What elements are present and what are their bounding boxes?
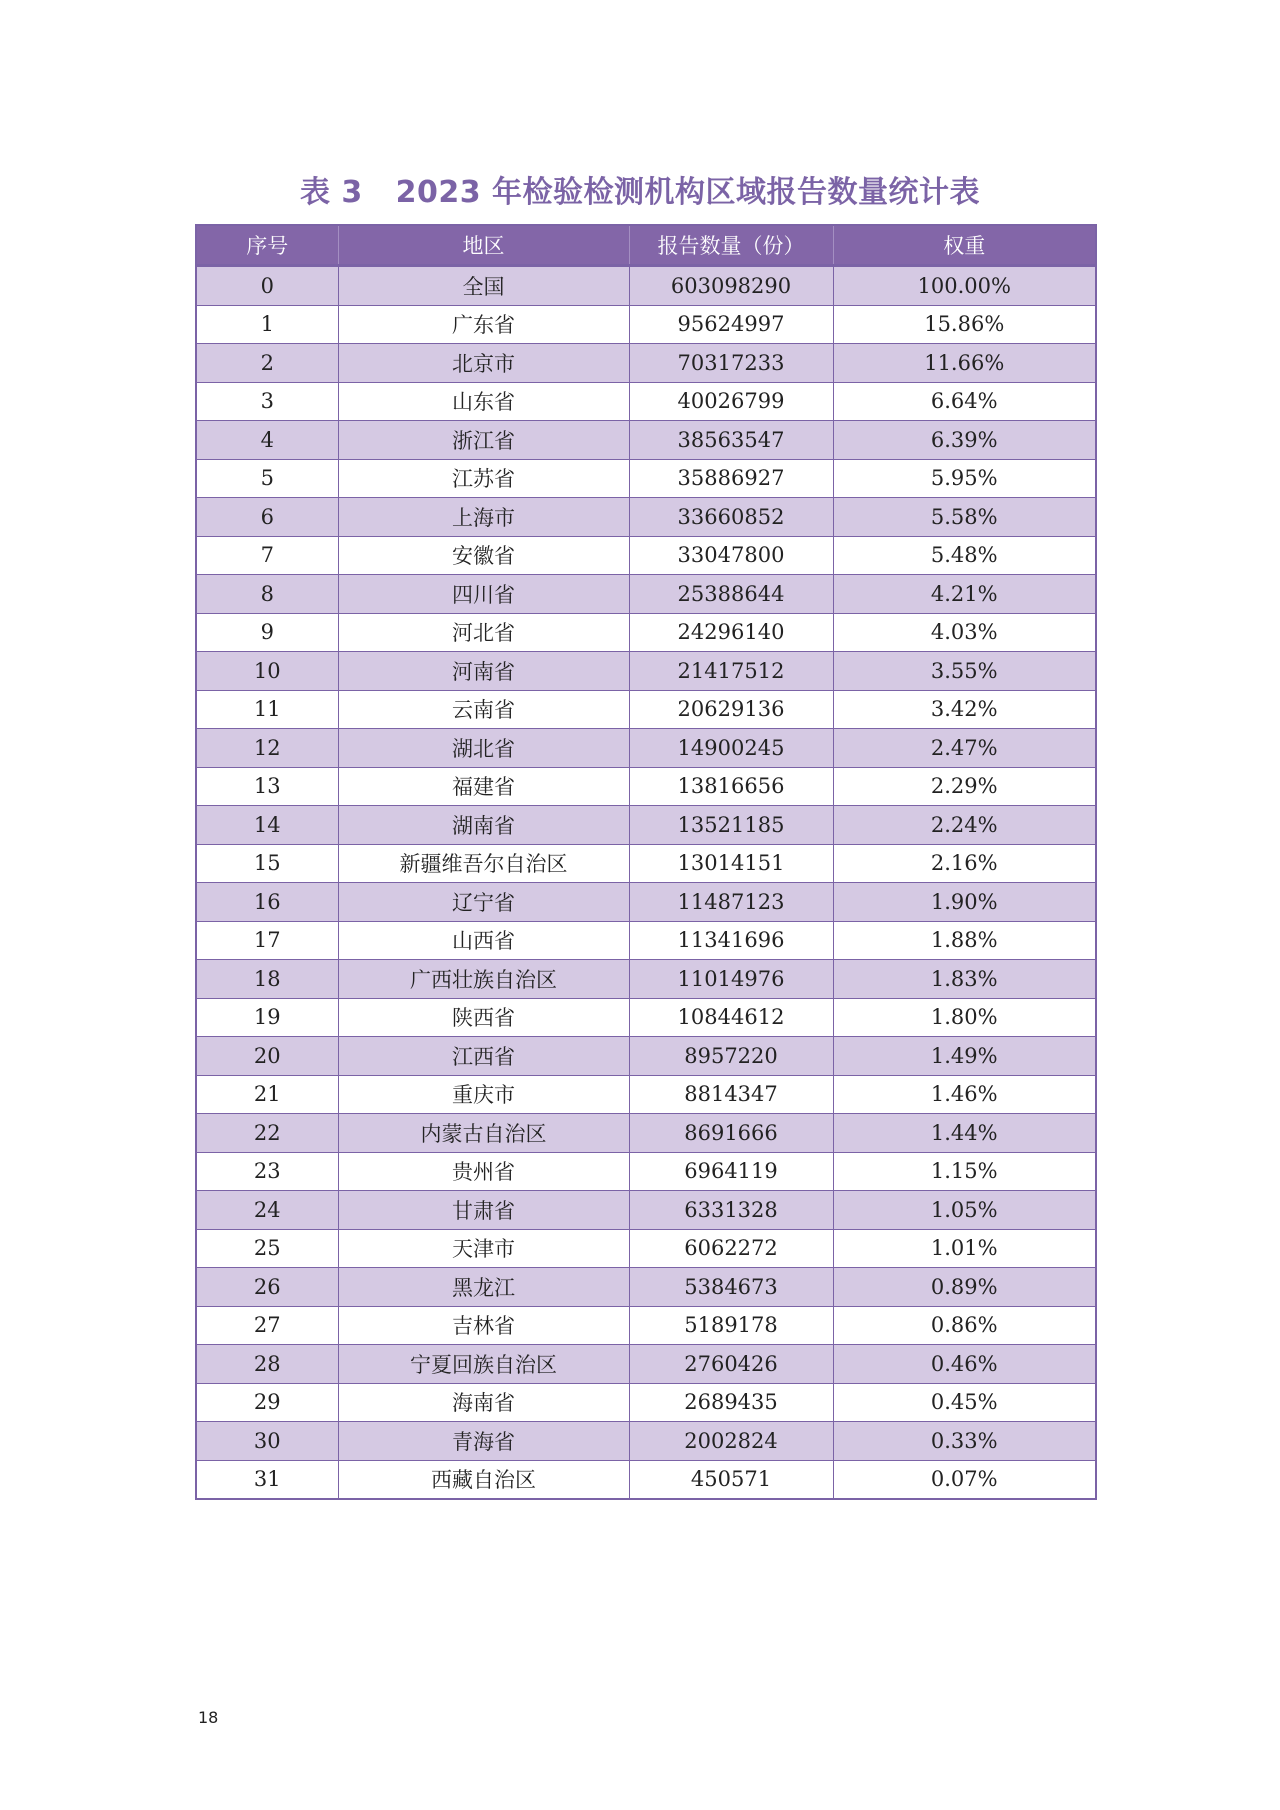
table-row: [196, 729, 1096, 768]
cell-report-count: 13521185: [629, 806, 833, 845]
cell-region: 贵州省: [338, 1152, 629, 1191]
cell-weight: 3.42%: [833, 690, 1096, 729]
cell-weight: 1.46%: [833, 1075, 1096, 1114]
table-row: [196, 1037, 1096, 1076]
cell-index: 10: [196, 652, 338, 691]
cell-index: 13: [196, 767, 338, 806]
cell-region: 山东省: [338, 382, 629, 421]
cell-region: 安徽省: [338, 536, 629, 575]
header-report-count: 报告数量（份）: [629, 225, 833, 266]
table-row: [196, 459, 1096, 498]
cell-index: 31: [196, 1460, 338, 1499]
cell-weight: 5.58%: [833, 498, 1096, 537]
cell-weight: 6.64%: [833, 382, 1096, 421]
cell-region: 海南省: [338, 1383, 629, 1422]
cell-index: 1: [196, 305, 338, 344]
cell-region: 福建省: [338, 767, 629, 806]
cell-weight: 1.83%: [833, 960, 1096, 999]
cell-region: 北京市: [338, 344, 629, 383]
cell-weight: 1.80%: [833, 998, 1096, 1037]
table-row: [196, 1229, 1096, 1268]
cell-report-count: 20629136: [629, 690, 833, 729]
table-row: [196, 690, 1096, 729]
cell-weight: 1.88%: [833, 921, 1096, 960]
table-row: [196, 998, 1096, 1037]
cell-region: 江苏省: [338, 459, 629, 498]
cell-region: 甘肃省: [338, 1191, 629, 1230]
table-row: [196, 266, 1096, 306]
cell-report-count: 21417512: [629, 652, 833, 691]
header-weight: 权重: [833, 225, 1096, 266]
cell-report-count: 40026799: [629, 382, 833, 421]
table-row: [196, 1383, 1096, 1422]
cell-region: 浙江省: [338, 421, 629, 460]
cell-report-count: 2002824: [629, 1422, 833, 1461]
cell-index: 18: [196, 960, 338, 999]
cell-report-count: 25388644: [629, 575, 833, 614]
cell-weight: 0.46%: [833, 1345, 1096, 1384]
cell-weight: 5.48%: [833, 536, 1096, 575]
cell-index: 23: [196, 1152, 338, 1191]
cell-index: 11: [196, 690, 338, 729]
cell-region: 吉林省: [338, 1306, 629, 1345]
cell-index: 27: [196, 1306, 338, 1345]
cell-report-count: 14900245: [629, 729, 833, 768]
cell-index: 14: [196, 806, 338, 845]
cell-region: 湖北省: [338, 729, 629, 768]
cell-weight: 1.15%: [833, 1152, 1096, 1191]
cell-weight: 2.47%: [833, 729, 1096, 768]
cell-report-count: 5189178: [629, 1306, 833, 1345]
table-row: [196, 806, 1096, 845]
cell-region: 河南省: [338, 652, 629, 691]
cell-index: 26: [196, 1268, 338, 1307]
cell-region: 全国: [338, 266, 629, 306]
cell-report-count: 33660852: [629, 498, 833, 537]
cell-report-count: 5384673: [629, 1268, 833, 1307]
cell-weight: 1.05%: [833, 1191, 1096, 1230]
table-row: [196, 1075, 1096, 1114]
table-title: 表 3 2023 年检验检测机构区域报告数量统计表: [299, 175, 981, 210]
cell-report-count: 10844612: [629, 998, 833, 1037]
table-row: [196, 1152, 1096, 1191]
cell-region: 广西壮族自治区: [338, 960, 629, 999]
cell-weight: 1.44%: [833, 1114, 1096, 1153]
cell-weight: 3.55%: [833, 652, 1096, 691]
table-row: [196, 1460, 1096, 1499]
table-row: [196, 344, 1096, 383]
cell-region: 黑龙江: [338, 1268, 629, 1307]
cell-index: 21: [196, 1075, 338, 1114]
cell-report-count: 8691666: [629, 1114, 833, 1153]
cell-report-count: 603098290: [629, 266, 833, 306]
cell-region: 新疆维吾尔自治区: [338, 844, 629, 883]
table-row: [196, 921, 1096, 960]
cell-report-count: 38563547: [629, 421, 833, 460]
cell-index: 25: [196, 1229, 338, 1268]
cell-weight: 11.66%: [833, 344, 1096, 383]
cell-region: 上海市: [338, 498, 629, 537]
header-region: 地区: [338, 225, 629, 266]
cell-weight: 2.24%: [833, 806, 1096, 845]
cell-report-count: 13014151: [629, 844, 833, 883]
cell-weight: 0.86%: [833, 1306, 1096, 1345]
cell-report-count: 24296140: [629, 613, 833, 652]
table-row: [196, 536, 1096, 575]
table-row: [196, 421, 1096, 460]
cell-region: 河北省: [338, 613, 629, 652]
cell-weight: 0.89%: [833, 1268, 1096, 1307]
cell-report-count: 11487123: [629, 883, 833, 922]
table-row: [196, 767, 1096, 806]
cell-weight: 2.16%: [833, 844, 1096, 883]
table-row: [196, 1306, 1096, 1345]
table-row: [196, 498, 1096, 537]
table-row: [196, 305, 1096, 344]
cell-weight: 0.07%: [833, 1460, 1096, 1499]
table-row: [196, 1345, 1096, 1384]
cell-report-count: 450571: [629, 1460, 833, 1499]
cell-region: 山西省: [338, 921, 629, 960]
cell-index: 8: [196, 575, 338, 614]
cell-weight: 4.21%: [833, 575, 1096, 614]
table-row: [196, 613, 1096, 652]
cell-report-count: 95624997: [629, 305, 833, 344]
cell-weight: 2.29%: [833, 767, 1096, 806]
cell-report-count: 6331328: [629, 1191, 833, 1230]
cell-report-count: 6062272: [629, 1229, 833, 1268]
table-row: [196, 652, 1096, 691]
cell-region: 重庆市: [338, 1075, 629, 1114]
cell-report-count: 33047800: [629, 536, 833, 575]
cell-index: 24: [196, 1191, 338, 1230]
cell-index: 17: [196, 921, 338, 960]
cell-index: 7: [196, 536, 338, 575]
cell-index: 0: [196, 266, 338, 306]
cell-region: 内蒙古自治区: [338, 1114, 629, 1153]
table-row: [196, 883, 1096, 922]
cell-report-count: 2760426: [629, 1345, 833, 1384]
cell-index: 30: [196, 1422, 338, 1461]
cell-region: 西藏自治区: [338, 1460, 629, 1499]
cell-index: 19: [196, 998, 338, 1037]
cell-index: 2: [196, 344, 338, 383]
cell-report-count: 70317233: [629, 344, 833, 383]
cell-region: 四川省: [338, 575, 629, 614]
cell-report-count: 8814347: [629, 1075, 833, 1114]
cell-weight: 1.49%: [833, 1037, 1096, 1076]
cell-index: 4: [196, 421, 338, 460]
cell-weight: 4.03%: [833, 613, 1096, 652]
cell-index: 28: [196, 1345, 338, 1384]
cell-weight: 0.45%: [833, 1383, 1096, 1422]
table-row: [196, 1268, 1096, 1307]
table-row: [196, 382, 1096, 421]
cell-index: 20: [196, 1037, 338, 1076]
cell-weight: 0.33%: [833, 1422, 1096, 1461]
cell-report-count: 11014976: [629, 960, 833, 999]
cell-report-count: 8957220: [629, 1037, 833, 1076]
cell-index: 9: [196, 613, 338, 652]
cell-index: 5: [196, 459, 338, 498]
table-row: [196, 1191, 1096, 1230]
cell-index: 12: [196, 729, 338, 768]
table-row: [196, 960, 1096, 999]
cell-index: 6: [196, 498, 338, 537]
table-header: [196, 225, 1096, 266]
cell-report-count: 13816656: [629, 767, 833, 806]
header-index: 序号: [196, 225, 338, 266]
cell-region: 广东省: [338, 305, 629, 344]
header-row: [196, 225, 1096, 266]
cell-index: 15: [196, 844, 338, 883]
cell-report-count: 6964119: [629, 1152, 833, 1191]
cell-region: 陕西省: [338, 998, 629, 1037]
cell-weight: 15.86%: [833, 305, 1096, 344]
page-number: 18: [198, 1708, 219, 1727]
cell-region: 云南省: [338, 690, 629, 729]
table-row: [196, 1422, 1096, 1461]
cell-index: 16: [196, 883, 338, 922]
cell-region: 江西省: [338, 1037, 629, 1076]
table-row: [196, 844, 1096, 883]
cell-report-count: 35886927: [629, 459, 833, 498]
cell-weight: 5.95%: [833, 459, 1096, 498]
cell-weight: 1.90%: [833, 883, 1096, 922]
cell-region: 湖南省: [338, 806, 629, 845]
cell-weight: 100.00%: [833, 266, 1096, 306]
cell-region: 天津市: [338, 1229, 629, 1268]
table-row: [196, 1114, 1096, 1153]
cell-index: 3: [196, 382, 338, 421]
cell-report-count: 2689435: [629, 1383, 833, 1422]
table-row: [196, 575, 1096, 614]
cell-region: 宁夏回族自治区: [338, 1345, 629, 1384]
cell-index: 29: [196, 1383, 338, 1422]
cell-weight: 6.39%: [833, 421, 1096, 460]
cell-weight: 1.01%: [833, 1229, 1096, 1268]
report-count-table: [195, 224, 1097, 1500]
cell-report-count: 11341696: [629, 921, 833, 960]
table-body: [196, 266, 1096, 1500]
cell-index: 22: [196, 1114, 338, 1153]
cell-region: 辽宁省: [338, 883, 629, 922]
cell-region: 青海省: [338, 1422, 629, 1461]
